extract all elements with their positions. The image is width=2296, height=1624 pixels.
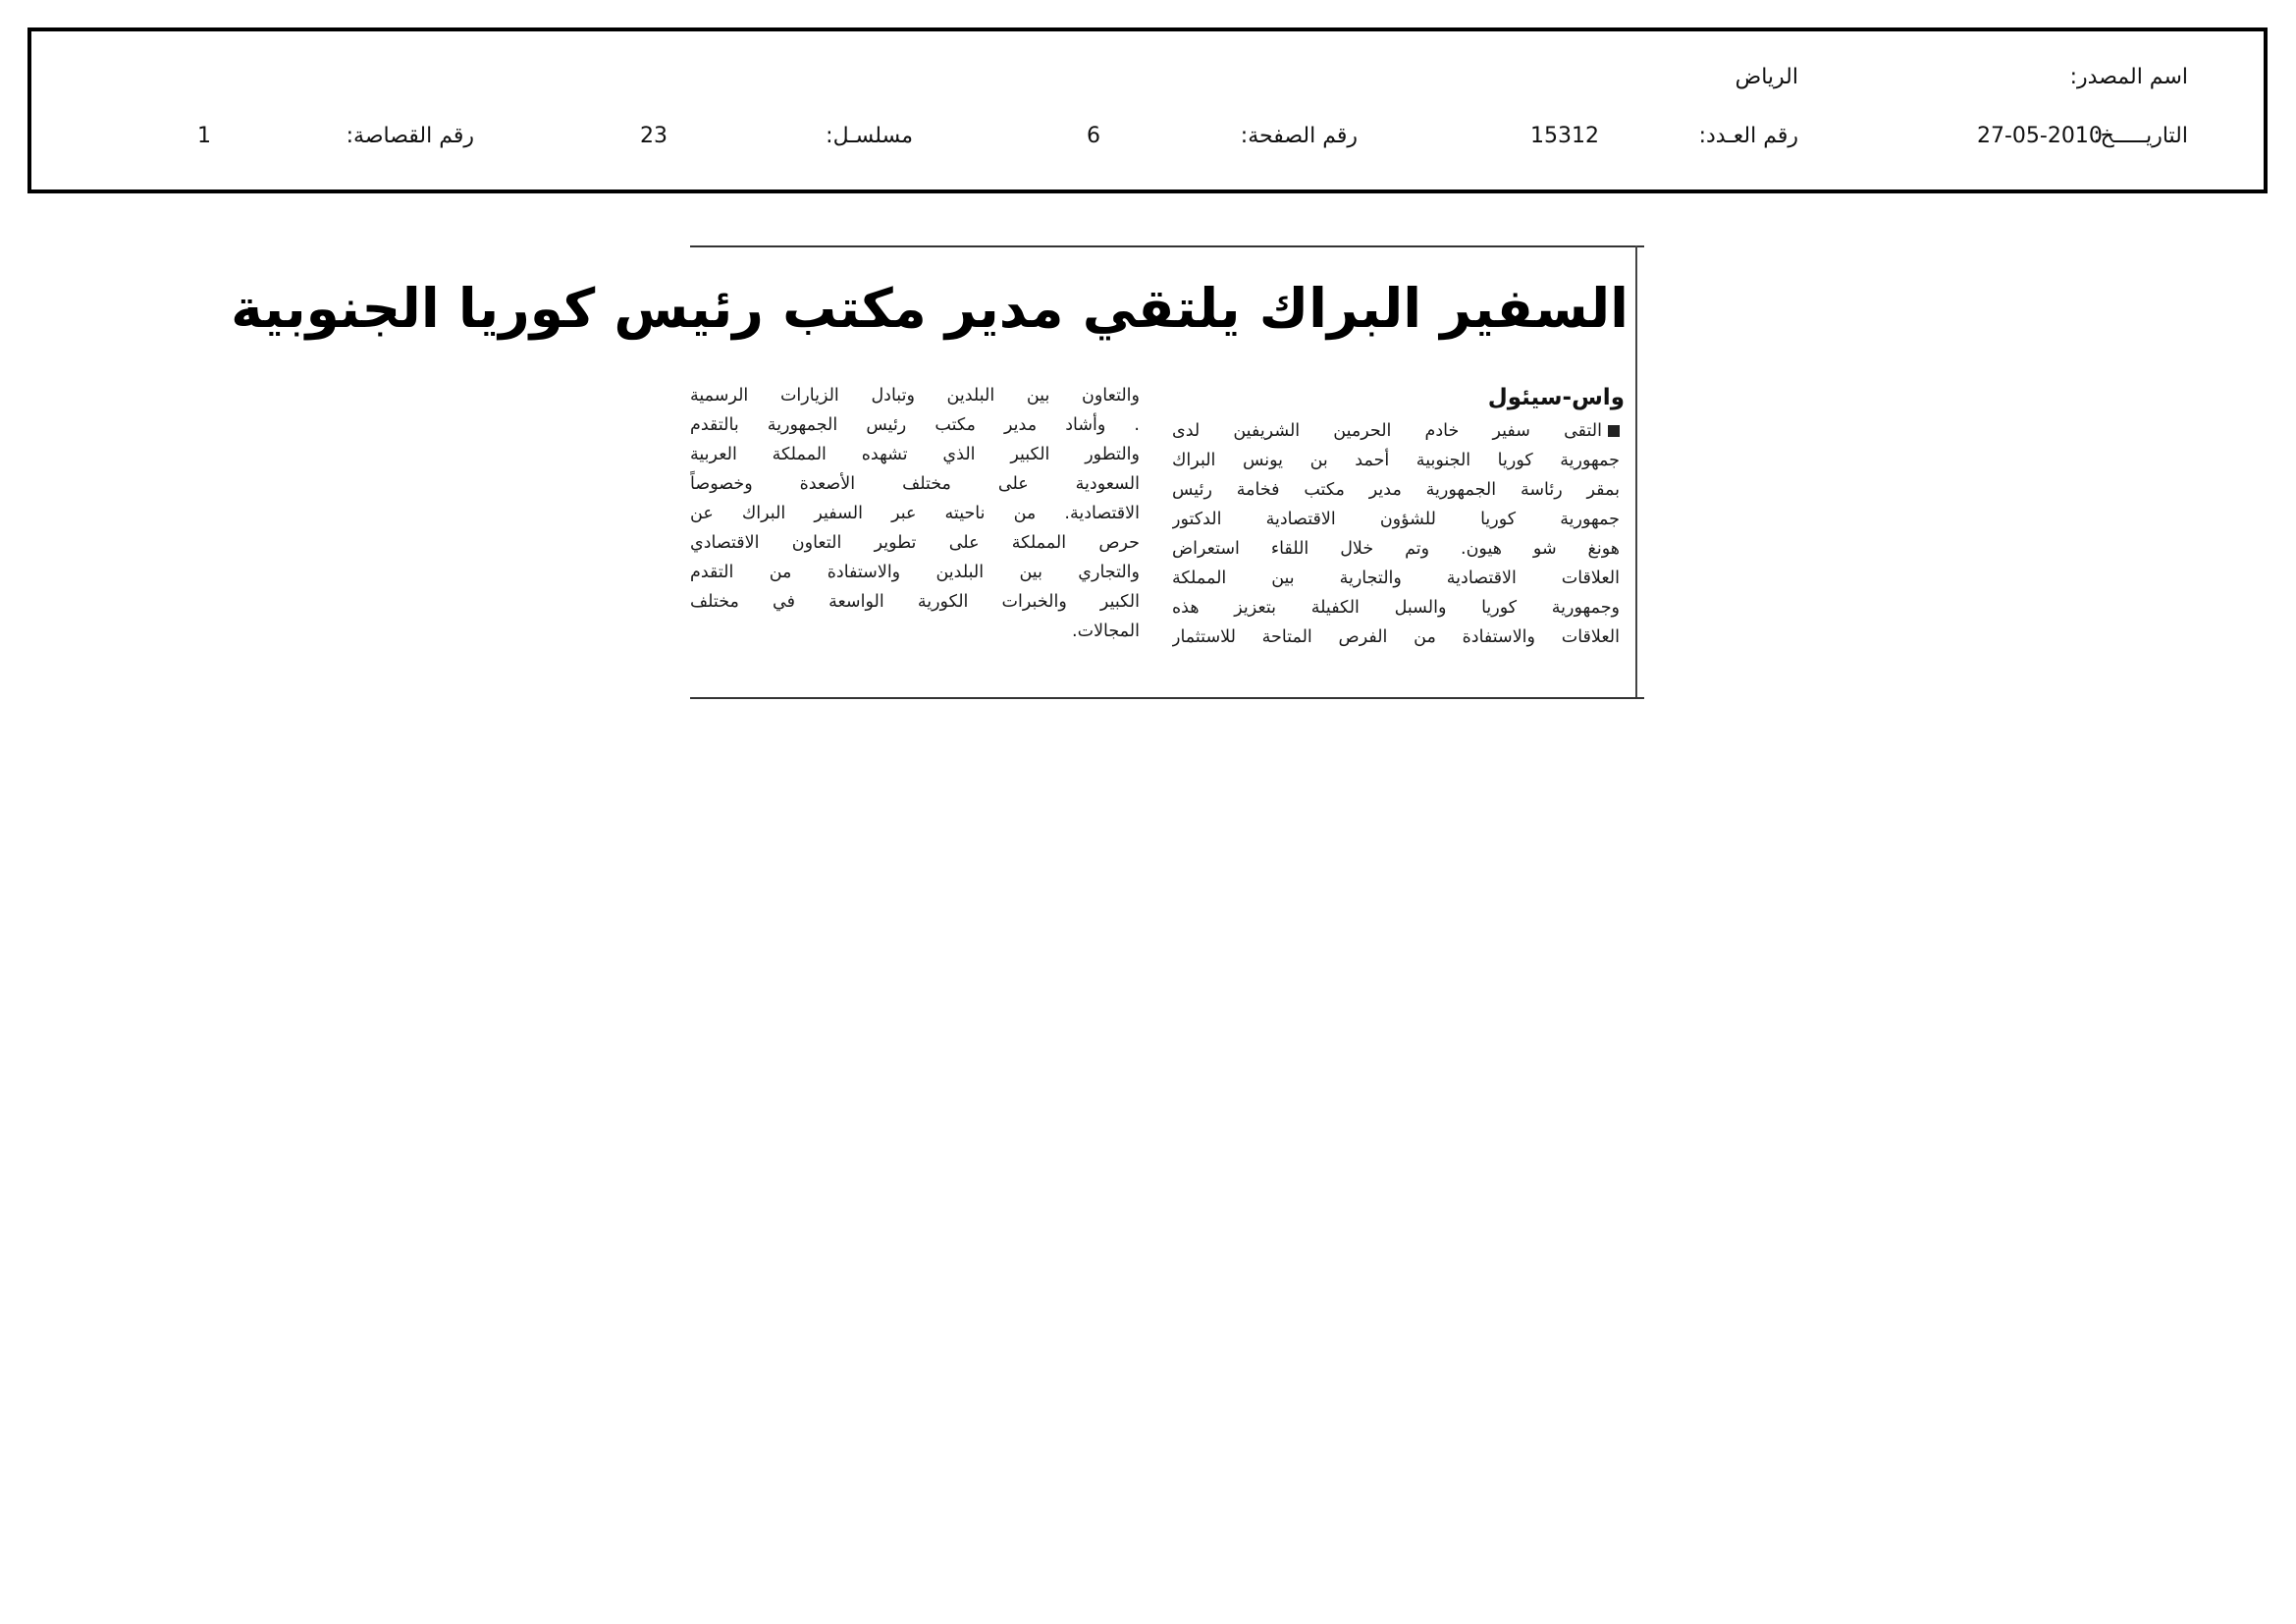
article-line: . وأشاد مدير مكتب رئيس الجمهورية بالتقدم bbox=[690, 415, 1140, 435]
article-line: وجمهورية كوريا والسبل الكفيلة بتعزيز هذه bbox=[1172, 598, 1620, 618]
newspaper-clipping bbox=[231, 245, 1644, 699]
article-line: والتعاون بين البلدين وتبادل الزيارات الرسمية bbox=[690, 386, 1140, 406]
article-line: المجالات. bbox=[1072, 622, 1140, 641]
article-column-right bbox=[1172, 416, 1620, 652]
right-rule bbox=[1635, 245, 1637, 699]
article-column-left bbox=[690, 381, 1140, 646]
article-line: السعودية على مختلف الأصعدة وخصوصاً bbox=[690, 474, 1140, 494]
date-label: التاريـــــخ: bbox=[2093, 124, 2188, 148]
clip-number-label: رقم القصاصة: bbox=[346, 124, 474, 148]
article-line: حرص المملكة على تطوير التعاون الاقتصادي bbox=[690, 533, 1140, 553]
article-line: العلاقات والاستفادة من الفرص المتاحة للاستثمار bbox=[1172, 627, 1620, 647]
serial-label: مسلسـل: bbox=[826, 124, 913, 148]
clip-number-value: 1 bbox=[197, 124, 211, 148]
article-line: والتطور الكبير الذي تشهده المملكة العربية bbox=[690, 445, 1140, 464]
source-label: اسم المصدر: bbox=[2069, 65, 2188, 89]
article-line: التقى سفير خادم الحرمين الشريفين لدى bbox=[1172, 416, 1620, 446]
issue-label: رقم العـدد: bbox=[1698, 124, 1798, 148]
bottom-rule bbox=[690, 697, 1644, 699]
date-value: 27-05-2010 bbox=[1977, 124, 2103, 148]
issue-value: 15312 bbox=[1530, 124, 1599, 148]
article-line: العلاقات الاقتصادية والتجارية بين المملكة bbox=[1172, 568, 1620, 588]
page-value: 6 bbox=[1087, 124, 1100, 148]
article-headline: السفير البراك يلتقي مدير مكتب رئيس كوريا الجنوبية bbox=[231, 277, 1629, 340]
article-line: والتجاري بين البلدين والاستفادة من التقدم bbox=[690, 563, 1140, 582]
article-line: بمقر رئاسة الجمهورية مدير مكتب فخامة رئيس bbox=[1172, 480, 1620, 500]
article-line: جمهورية كوريا الجنوبية أحمد بن يونس البراك bbox=[1172, 451, 1620, 470]
article-byline: واس-سيئول bbox=[1487, 385, 1625, 410]
article-line: جمهورية كوريا للشؤون الاقتصادية الدكتور bbox=[1172, 510, 1620, 529]
article-line: الكبير والخبرات الكورية الواسعة في مختلف bbox=[690, 592, 1140, 612]
article-line: هونغ شو هيون. وتم خلال اللقاء استعراض bbox=[1172, 539, 1620, 559]
top-rule bbox=[690, 245, 1644, 247]
clipping-info-box bbox=[27, 27, 2268, 193]
serial-value: 23 bbox=[640, 124, 667, 148]
square-bullet-icon bbox=[1608, 425, 1620, 437]
article-line: الاقتصادية. من ناحيته عبر السفير البراك عن bbox=[690, 504, 1140, 523]
source-value: الرياض bbox=[1735, 65, 1798, 89]
page-label: رقم الصفحة: bbox=[1240, 124, 1358, 148]
